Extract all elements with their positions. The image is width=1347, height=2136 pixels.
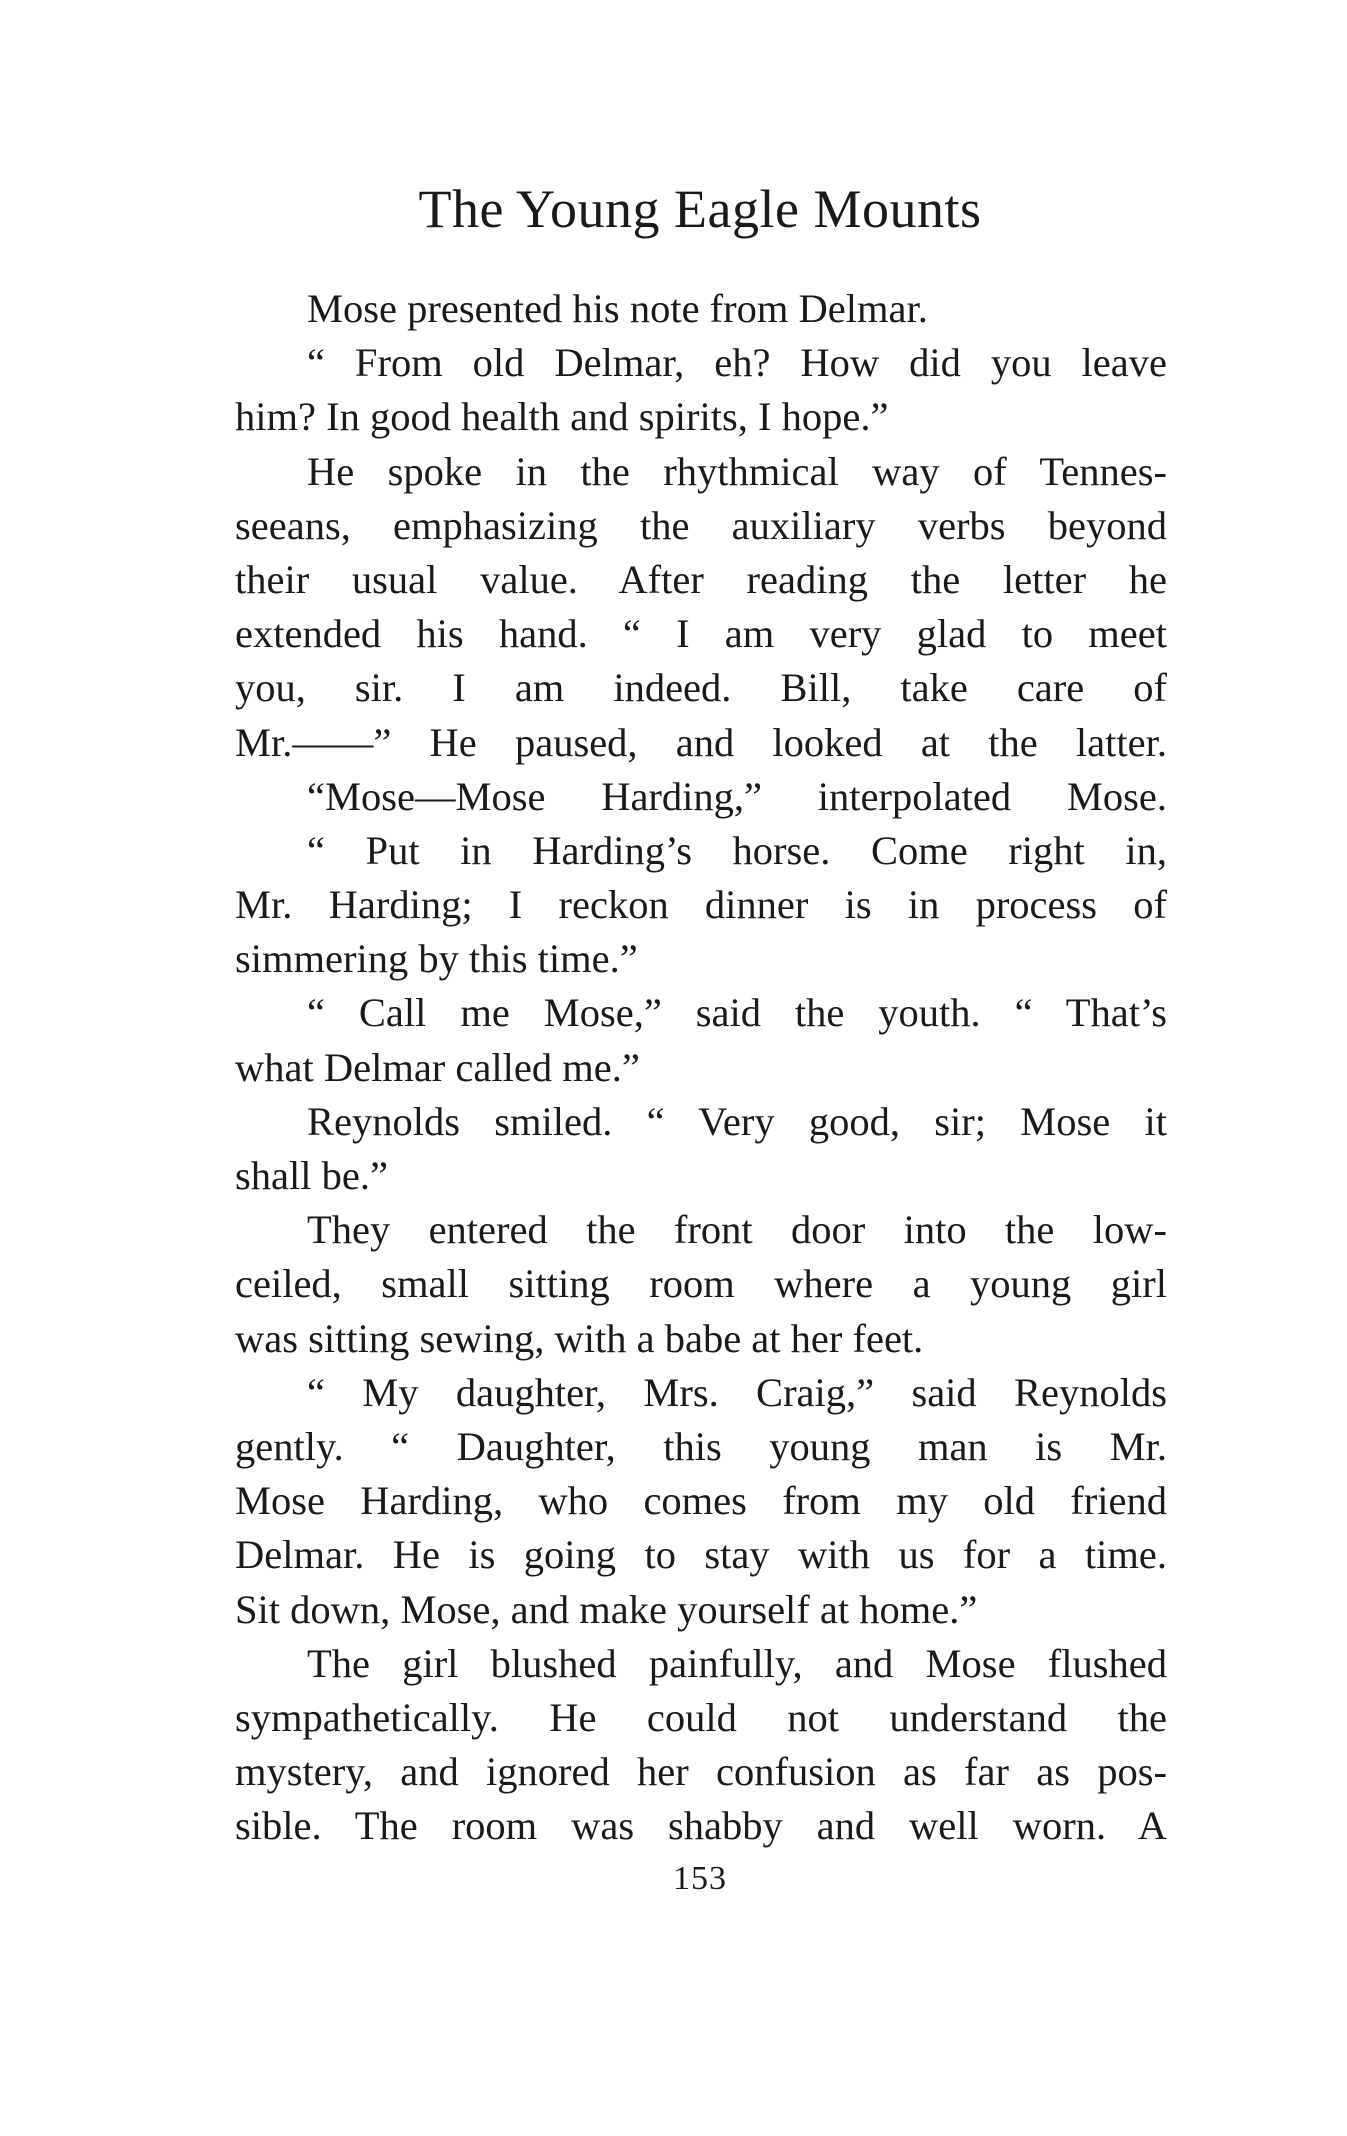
text-line: “ From old Delmar, eh? How did you leave	[307, 340, 1167, 386]
text-line: Mose presented his note from Delmar.	[307, 286, 928, 331]
text-line: their usual value. After reading the letter he	[235, 556, 1167, 602]
text-line: Mr.——” He paused, and looked at the latter.	[235, 719, 1167, 765]
text-line: ceiled, small sitting room where a young girl	[235, 1261, 1167, 1307]
running-head: The Young Eagle Mounts	[418, 179, 982, 239]
text-line: mystery, and ignored her confusion as far as pos-	[235, 1749, 1167, 1795]
text-line: “Mose—Mose Harding,” interpolated Mose.	[307, 773, 1167, 819]
text-line: “ My daughter, Mrs. Craig,” said Reynolds	[307, 1369, 1167, 1415]
body-text	[235, 282, 1167, 1853]
text-line: extended his hand. “ I am very glad to meet	[235, 611, 1167, 657]
text-line: “ Put in Harding’s horse. Come right in,	[307, 827, 1167, 873]
text-line: shall be.”	[235, 1153, 388, 1198]
text-line: gently. “ Daughter, this young man is Mr.	[235, 1423, 1167, 1469]
text-line: seeans, emphasizing the auxiliary verbs beyond	[235, 502, 1167, 548]
text-line: what Delmar called me.”	[235, 1044, 640, 1090]
text-line: him? In good health and spirits, I hope.”	[235, 394, 889, 440]
text-line: “ Call me Mose,” said the youth. “ That’s	[307, 990, 1167, 1036]
text-line: simmering by this time.”	[235, 936, 638, 982]
text-line: Reynolds smiled. “ Very good, sir; Mose it	[307, 1098, 1167, 1144]
text-line: The girl blushed painfully, and Mose flushed	[307, 1640, 1167, 1686]
text-line: was sitting sewing, with a babe at her feet.	[235, 1315, 924, 1361]
text-line: Sit down, Mose, and make yourself at home.”	[235, 1586, 978, 1632]
text-line: They entered the front door into the low-	[307, 1207, 1167, 1253]
text-line: sible. The room was shabby and well worn. A	[235, 1803, 1167, 1849]
page-number: 153	[673, 1860, 727, 1897]
text-line: He spoke in the rhythmical way of Tennes-	[307, 448, 1167, 494]
text-line: Mr. Harding; I reckon dinner is in process of	[235, 882, 1167, 928]
text-line: you, sir. I am indeed. Bill, take care of	[235, 665, 1167, 711]
text-line: Mose Harding, who comes from my old friend	[235, 1478, 1167, 1524]
text-line: sympathetically. He could not understand the	[235, 1694, 1167, 1740]
text-line: Delmar. He is going to stay with us for a time.	[235, 1532, 1167, 1578]
